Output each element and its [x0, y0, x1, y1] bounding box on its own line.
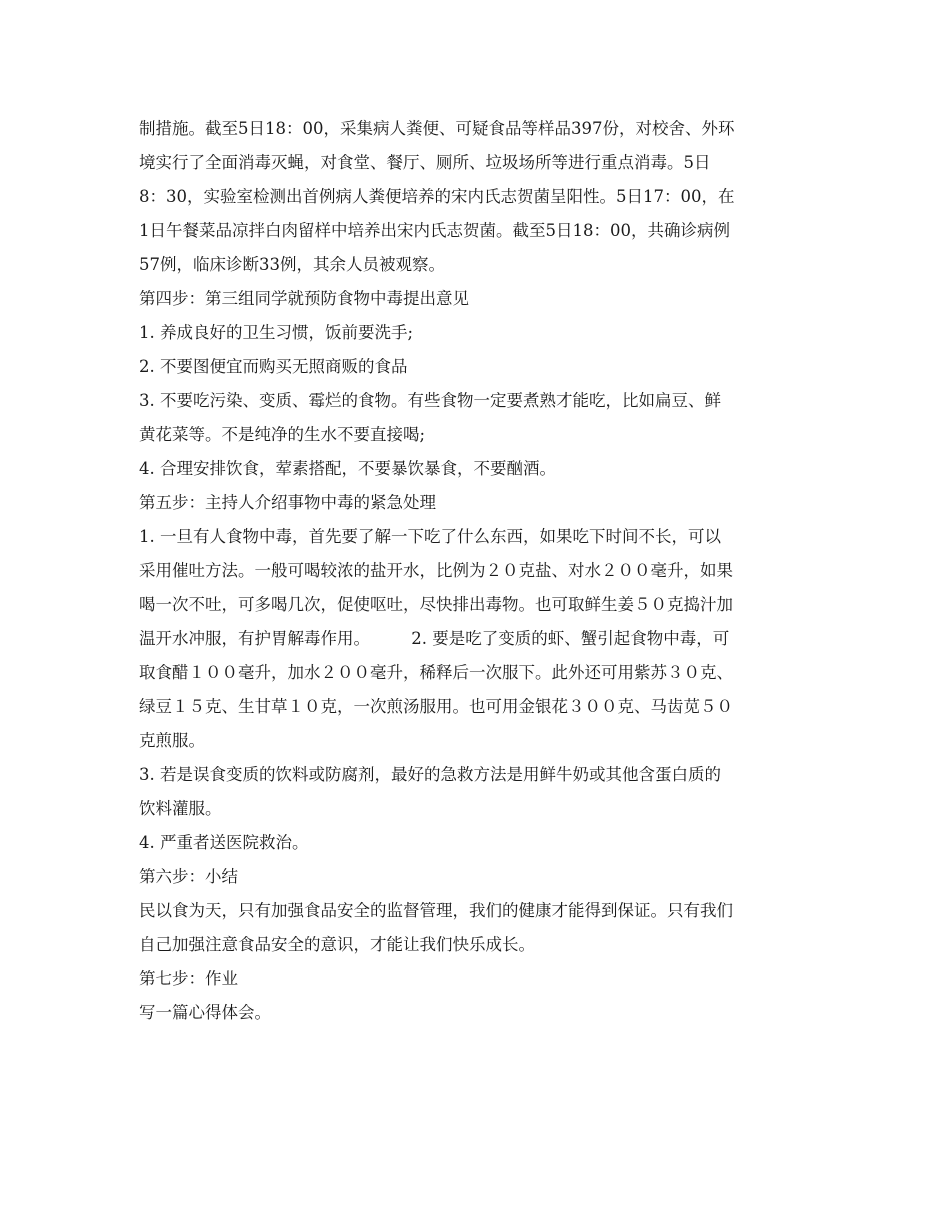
list-item: [139, 758, 819, 826]
text-line: 4. 合理安排饮食，荤素搭配，不要暴饮暴食，不要酗酒。: [139, 459, 556, 478]
text-line: 1日午餐菜品凉拌白肉留样中培养出宋内氏志贺菌。截至5日18：00，共确诊病例: [139, 221, 730, 240]
text-line: 温开水冲服，有护胃解毒作用。 2. 要是吃了变质的虾、蟹引起食物中毒，可: [139, 629, 730, 648]
text-line: 自己加强注意食品安全的意识，才能让我们快乐成长。: [139, 935, 535, 954]
step5-section: [139, 486, 819, 860]
text-line: 1. 一旦有人食物中毒，首先要了解一下吃了什么东西，如果吃下时间不长，可以: [139, 527, 721, 546]
step4-section: [139, 282, 819, 486]
text-line: 取食醋１００毫升，加水２００毫升，稀释后一次服下。此外还可用紫苏３０克、: [139, 663, 733, 682]
text-line: 绿豆１５克、生甘草１０克，一次煎汤服用。也可用金银花３００克、马齿苋５０: [139, 697, 733, 716]
list-item: [139, 452, 819, 486]
document-body: [139, 112, 819, 1030]
text-line: 黄花菜等。不是纯净的生水不要直接喝;: [139, 425, 426, 444]
text-line: 喝一次不吐，可多喝几次，促使呕吐，尽快排出毒物。也可取鲜生姜５０克捣汁加: [139, 595, 733, 614]
step6-heading: 第六步：小结: [139, 867, 238, 886]
text-line: 克煎服。: [139, 731, 205, 750]
list-item: [139, 826, 819, 860]
list-item: [139, 350, 819, 384]
text-line: 4. 严重者送医院救治。: [139, 833, 309, 852]
text-line: 3. 若是误食变质的饮料或防腐剂，最好的急救方法是用鲜牛奶或其他含蛋白质的: [139, 765, 721, 784]
list-item: [139, 384, 819, 452]
text-line: 写一篇心得体会。: [139, 1003, 271, 1022]
text-line: 采用催吐方法。一般可喝较浓的盐开水，比例为２０克盐、对水２００毫升，如果: [139, 561, 733, 580]
step5-heading: 第五步：主持人介绍事物中毒的紧急处理: [139, 493, 436, 512]
text-line: 2. 不要图便宜而购买无照商贩的食品: [139, 357, 408, 376]
text-line: 8：30，实验室检测出首例病人粪便培养的宋内氏志贺菌呈阳性。5日17：00，在: [139, 187, 735, 206]
text-line: 57例，临床诊断33例，其余人员被观察。: [139, 255, 445, 274]
intro-paragraph: [139, 112, 819, 282]
text-line: 境实行了全面消毒灭蝇，对食堂、餐厅、厕所、垃圾场所等进行重点消毒。5日: [139, 153, 711, 172]
list-item: [139, 520, 819, 758]
step6-section: [139, 860, 819, 962]
text-line: 3. 不要吃污染、变质、霉烂的食物。有些食物一定要煮熟才能吃，比如扁豆、鲜: [139, 391, 721, 410]
text-line: 1. 养成良好的卫生习惯，饭前要洗手;: [139, 323, 414, 342]
text-line: 制措施。截至5日18：00，采集病人粪便、可疑食品等样品397份，对校舍、外环: [139, 119, 735, 138]
list-item: [139, 316, 819, 350]
text-line: 饮料灌服。: [139, 799, 222, 818]
text-line: 民以食为天，只有加强食品安全的监督管理，我们的健康才能得到保证。只有我们: [139, 901, 733, 920]
step7-section: [139, 962, 819, 1030]
step7-heading: 第七步：作业: [139, 969, 238, 988]
step4-heading: 第四步：第三组同学就预防食物中毒提出意见: [139, 289, 469, 308]
